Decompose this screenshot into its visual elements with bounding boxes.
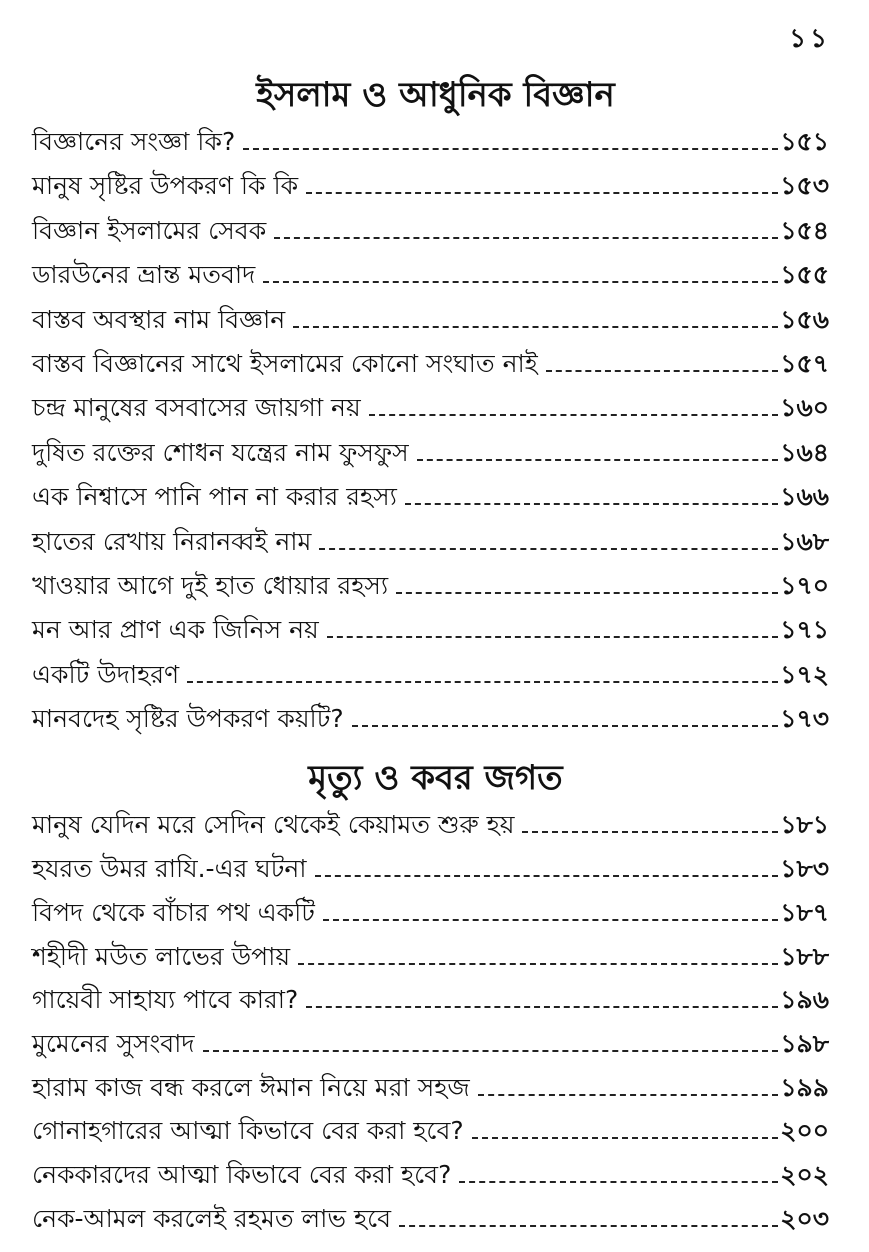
toc-entry-page-number: ১৫৬ — [780, 304, 829, 334]
toc-entry-title: গোনাহগারের আত্মা কিভাবে বের করা হবে? — [32, 1116, 464, 1146]
dotted-leader — [405, 503, 778, 505]
toc-entry-title: মানুষ যেদিন মরে সেদিন থেকেই কেয়ামত শুরু হয় — [32, 810, 515, 840]
toc-entry-title: বিপদ থেকে বাঁচার পথ একটি — [32, 897, 315, 927]
toc-entry — [32, 211, 829, 255]
dotted-leader — [352, 725, 779, 727]
dotted-leader — [293, 326, 778, 328]
toc-entry-page-number: ১৭২ — [780, 659, 829, 689]
toc-entry — [32, 937, 829, 981]
dotted-leader — [263, 281, 778, 283]
toc-entry-title: হারাম কাজ বন্ধ করলে ঈমান নিয়ে মরা সহজ — [32, 1072, 470, 1102]
toc-entry-page-number: ১৬০ — [780, 393, 829, 423]
toc-entry-page-number: ১৫৫ — [780, 260, 829, 290]
page-number: ১১ — [789, 24, 831, 54]
toc-entry-page-number: ১৫৭ — [780, 348, 829, 378]
toc-entry-page-number: ১৭১ — [780, 615, 829, 645]
toc-entry-title: বিজ্ঞান ইসলামের সেবক — [32, 215, 267, 245]
dotted-leader — [417, 459, 779, 461]
dotted-leader — [369, 414, 779, 416]
toc-entry — [32, 610, 829, 654]
toc-entry — [32, 1199, 829, 1243]
toc-entry — [32, 566, 829, 610]
toc-entry — [32, 655, 829, 699]
toc-entry-page-number: ১৫৩ — [780, 171, 829, 201]
dotted-leader — [306, 1006, 778, 1008]
toc-entry — [32, 255, 829, 299]
toc-list-science — [32, 122, 829, 743]
section-title-science: ইসলাম ও আধুনিক বিজ্ঞান — [256, 75, 615, 115]
dotted-leader — [327, 636, 779, 638]
toc-entry-page-number: ১৬৮ — [780, 526, 829, 556]
toc-entry-title: হযরত উমর রাযি.-এর ঘটনা — [32, 854, 307, 884]
toc-entry-title: শহীদী মউত লাভের উপায় — [32, 941, 291, 971]
section-title-death-grave: মৃত্যু ও কবর জগত — [308, 758, 563, 799]
toc-entry-page-number: ১৮৩ — [780, 854, 829, 884]
toc-entry — [32, 893, 829, 937]
toc-entry-title: ডারউনের ভ্রান্ত মতবাদ — [32, 260, 256, 290]
toc-entry — [32, 1155, 829, 1199]
toc-entry-title: চন্দ্র মানুষের বসবাসের জায়গা নয় — [32, 393, 361, 423]
toc-entry-page-number: ১৫৪ — [780, 215, 829, 245]
toc-entry — [32, 1024, 829, 1068]
toc-entry-page-number: ১৯৮ — [780, 1028, 829, 1058]
dotted-leader — [459, 1181, 778, 1183]
toc-entry — [32, 699, 829, 743]
dotted-leader — [298, 963, 778, 965]
toc-entry-page-number: ১৬৬ — [780, 482, 829, 512]
toc-entry — [32, 477, 829, 521]
dotted-leader — [319, 548, 778, 550]
toc-entry — [32, 433, 829, 477]
toc-entry-page-number: ১৮১ — [780, 810, 829, 840]
toc-entry-title: গায়েবী সাহায্য পাবে কারা? — [32, 985, 299, 1015]
toc-entry-page-number: ১৯৯ — [780, 1072, 829, 1102]
dotted-leader — [243, 148, 778, 150]
toc-entry-title: খাওয়ার আগে দুই হাত ধোয়ার রহস্য — [32, 570, 389, 600]
toc-list-death-grave — [32, 805, 829, 1242]
toc-entry-title: হাতের রেখায় নিরানব্বই নাম — [32, 526, 312, 556]
dotted-leader — [522, 831, 778, 833]
toc-entry-title: মানবদেহ সৃষ্টির উপকরণ কয়টি? — [32, 704, 344, 734]
toc-entry — [32, 522, 829, 566]
toc-entry-page-number: ১৭০ — [780, 570, 829, 600]
toc-entry-title: বাস্তব বিজ্ঞানের সাথে ইসলামের কোনো সংঘাত নাই — [32, 348, 538, 378]
dotted-leader — [274, 237, 778, 239]
dotted-leader — [187, 681, 778, 683]
dotted-leader — [396, 592, 778, 594]
toc-entry — [32, 1068, 829, 1112]
dotted-leader — [472, 1137, 779, 1139]
toc-entry — [32, 1111, 829, 1155]
dotted-leader — [306, 192, 778, 194]
toc-entry-page-number: ১৬৪ — [780, 437, 829, 467]
toc-entry-title: মানুষ সৃষ্টির উপকরণ কি কি — [32, 171, 299, 201]
toc-entry — [32, 122, 829, 166]
toc-entry-title: নেককারদের আত্মা কিভাবে বের করা হবে? — [32, 1159, 452, 1189]
toc-entry-page-number: ২০০ — [780, 1116, 829, 1146]
toc-entry-title: দুষিত রক্তের শোধন যন্ত্রের নাম ফুসফুস — [32, 437, 409, 467]
toc-entry — [32, 980, 829, 1024]
toc-entry-page-number: ২০৩ — [780, 1203, 829, 1233]
dotted-leader — [546, 370, 779, 372]
toc-entry — [32, 166, 829, 210]
dotted-leader — [478, 1094, 779, 1096]
dotted-leader — [399, 1225, 778, 1227]
toc-entry — [32, 388, 829, 432]
toc-entry — [32, 300, 829, 344]
toc-entry-title: এক নিশ্বাসে পানি পান না করার রহস্য — [32, 482, 397, 512]
toc-entry-page-number: ১৭৩ — [780, 704, 829, 734]
toc-entry-title: একটি উদাহরণ — [32, 659, 180, 689]
toc-entry-title: মন আর প্রাণ এক জিনিস নয় — [32, 615, 319, 645]
toc-entry-page-number: ২০২ — [780, 1159, 829, 1189]
toc-entry — [32, 805, 829, 849]
toc-entry-title: নেক-আমল করলেই রহমত লাভ হবে — [32, 1203, 392, 1233]
toc-entry-title: বিজ্ঞানের সংজ্ঞা কি? — [32, 127, 236, 156]
toc-entry-page-number: ১৯৬ — [780, 985, 829, 1015]
toc-entry-title: মুমেনের সুসংবাদ — [32, 1028, 195, 1058]
dotted-leader — [323, 919, 778, 921]
toc-entry-title: বাস্তব অবস্থার নাম বিজ্ঞান — [32, 304, 286, 334]
toc-entry-page-number: ১৮৮ — [780, 941, 829, 971]
toc-entry-page-number: ১৫১ — [780, 127, 829, 156]
dotted-leader — [203, 1050, 779, 1052]
dotted-leader — [315, 875, 779, 877]
toc-entry-page-number: ১৮৭ — [780, 897, 829, 927]
toc-entry — [32, 344, 829, 388]
toc-entry — [32, 849, 829, 893]
